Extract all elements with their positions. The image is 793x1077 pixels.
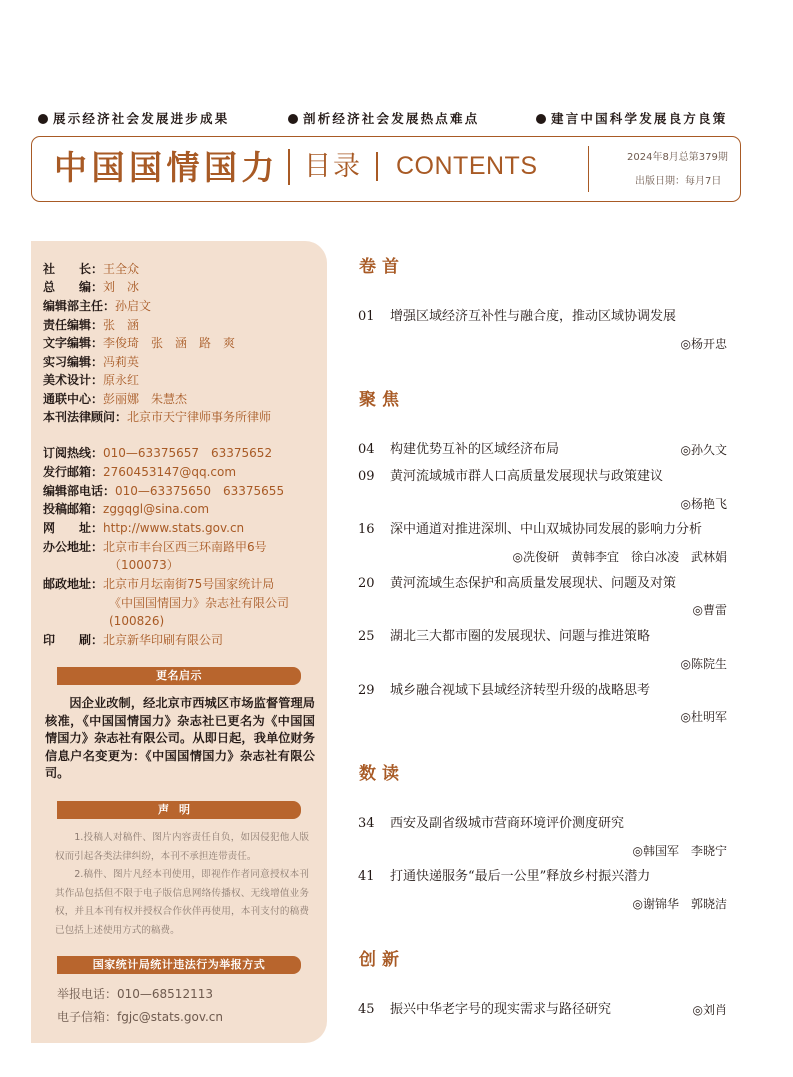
article-title-link[interactable]: 深中通道对推进深圳、中山双城协同发展的影响力分析 <box>390 522 703 537</box>
bullet-dot-icon <box>38 114 48 124</box>
masthead-row: 文字编辑：李俊琦 张 涵 路 爽 <box>43 336 236 350</box>
info-sidebar: 社 长：王全众 总 编：刘 冰 编辑部主任：孙启文 责任编辑：张 涵 文字编辑：李俊琦 张 涵 路 爽 实习编辑：冯莉英 美术设计：原永红 通联中心：彭丽娜 朱慧杰 本刊法律顾问：北京市天宁律师事务所律师 订阅热线：010—63375657 63375652 发行邮箱：2760453147@qq.com 编辑部电话：010—63375650 63375655 投稿邮箱：zggqgl@sina.com 网 址：http://www.stats.gov.cn 办公地址：北京市丰台区西三环南路甲6号 （100073） 邮政地址：北京市月坛南街75号国家统计局 《中国国情国力》杂志社有限公司 (100826) 印 刷：北京新华印刷有限公司 更名启示 因企业改制，经北京市西城区市场监督管理局核准，《中国国情国力》杂志社已更名为《中国国情国力》杂志社有限公司。从即日起，我单位财务信息户名变更为：《中国国情国力》杂志社有限公司。 声明 1.投稿人对稿件、图片内容责任自负，如因侵犯他人版权而引起各类法律纠纷，本刊不承担连带责任。 2.稿件、图片凡经本刊使用，即视作作者同意授权本刊其作品包括但不限于电子版信息网络传播权、无线增值业务权，并且本刊有权并授权合作伙伴再使用，本刊支付的稿费已包括上述使用方式的稿费。 国家统计局统计违法行为举报方式 举报电话：010—68512113 电子信箱：fgjc@stats.gov.cn <box>31 241 327 1043</box>
article-title-link[interactable]: 湖北三大都市圈的发展现状、问题与推进策略 <box>390 629 651 644</box>
slogan-bar <box>38 110 743 128</box>
article-author: ◎杨开忠 <box>680 337 727 351</box>
article-author: ◎杨艳飞 <box>680 497 727 511</box>
article-title-link[interactable]: 振兴中华老字号的现实需求与路径研究 <box>390 1002 612 1017</box>
article-title-link[interactable]: 城乡融合视域下县域经济转型升级的战略思考 <box>390 683 651 698</box>
bullet-dot-icon <box>288 114 298 124</box>
contents-title: CONTENTS <box>396 152 538 180</box>
issue-number: 2024年8月总第379期 <box>627 152 728 163</box>
website: 网 址：http://www.stats.gov.cn <box>43 521 245 535</box>
toc-title: 目录 <box>304 151 362 182</box>
article-page-number: 45 <box>358 1002 375 1017</box>
rename-notice-body: 因企业改制，经北京市西城区市场监督管理局核准，《中国国情国力》杂志社已更名为《中国国情国力》杂志社有限公司。从即日起，我单位财务信息户名变更为：《中国国情国力》杂志社有限公司。 <box>45 696 315 780</box>
masthead-header <box>31 136 741 202</box>
printer: 印 刷：北京新华印刷有限公司 <box>43 633 224 647</box>
masthead-row: 总 编：刘 冰 <box>43 280 140 294</box>
report-email: 电子信箱：fgjc@stats.gov.cn <box>57 1010 224 1024</box>
article-title-link[interactable]: 西安及副省级城市营商环境评价测度研究 <box>390 816 625 831</box>
section-title: 数读 <box>359 764 405 784</box>
subscribe-hotline: 订阅热线：010—63375657 63375652 <box>43 446 273 460</box>
section-title: 聚焦 <box>359 390 405 410</box>
article-title-link[interactable]: 构建优势互补的区域经济布局 <box>390 442 560 457</box>
masthead-row: 社 长：王全众 <box>43 262 140 276</box>
masthead-row: 通联中心：彭丽娜 朱慧杰 <box>43 392 188 406</box>
article-page-number: 29 <box>358 683 375 698</box>
article-author: ◎曹雷 <box>692 603 727 617</box>
masthead-row: 实习编辑：冯莉英 <box>43 355 140 369</box>
masthead-row: 责任编辑：张 涵 <box>43 318 140 332</box>
statement-paragraph: 1.投稿人对稿件、图片内容责任自负，如因侵犯他人版权而引起各类法律纠纷，本刊不承担连带责任。 <box>55 832 309 862</box>
article-page-number: 04 <box>358 442 375 457</box>
article-author: ◎陈院生 <box>680 657 727 671</box>
office-address: 办公地址：北京市丰台区西三环南路甲6号 <box>43 540 267 554</box>
article-author: ◎杜明军 <box>680 710 727 724</box>
article-page-number: 34 <box>358 816 375 831</box>
rename-notice-heading: 更名启示 <box>57 667 301 685</box>
article-title-link[interactable]: 黄河流域城市群人口高质量发展现状与政策建议 <box>390 469 664 484</box>
divider <box>376 152 378 181</box>
distribution-email: 发行邮箱：2760453147@qq.com <box>43 465 237 479</box>
publish-date: 出版日期：每月7日 <box>635 176 722 187</box>
article-page-number: 20 <box>358 576 375 591</box>
article-title-link[interactable]: 黄河流域生态保护和高质量发展现状、问题及对策 <box>390 576 677 591</box>
article-page-number: 41 <box>358 869 375 884</box>
statement-paragraph: 2.稿件、图片凡经本刊使用，即视作作者同意授权本刊其作品包括但不限于电子版信息网络传播权、无线增值业务权，并且本刊有权并授权合作伙伴再使用，本刊支付的稿费已包括上述使用方式的稿费。 <box>55 869 309 936</box>
article-author: ◎孙久文 <box>680 443 727 457</box>
statement-heading: 声明 <box>57 801 301 819</box>
section-title: 创新 <box>359 950 405 970</box>
masthead-row: 编辑部主任：孙启文 <box>43 299 152 313</box>
article-page-number: 25 <box>358 629 375 644</box>
article-page-number: 16 <box>358 522 375 537</box>
article-title-link[interactable]: 打通快递服务“最后一公里”释放乡村振兴潜力 <box>390 869 651 884</box>
article-author: ◎冼俊研 黄韩李宜 徐白冰凌 武林娟 <box>512 550 727 564</box>
article-page-number: 01 <box>358 309 375 324</box>
divider <box>588 146 589 192</box>
masthead-row: 本刊法律顾问：北京市天宁律师事务所律师 <box>43 410 272 424</box>
editorial-phone: 编辑部电话：010—63375650 63375655 <box>43 484 285 498</box>
article-author: ◎韩国军 李晓宁 <box>632 844 727 858</box>
masthead-row: 美术设计：原永红 <box>43 373 140 387</box>
report-phone: 举报电话：010—68512113 <box>57 987 213 1001</box>
slogan: 建言中国科学发展良方良策 <box>536 110 727 128</box>
divider <box>288 149 290 185</box>
section-title: 卷首 <box>359 257 405 277</box>
bullet-dot-icon <box>536 114 546 124</box>
article-page-number: 09 <box>358 469 375 484</box>
article-author: ◎刘肖 <box>692 1003 727 1017</box>
postal-address: 邮政地址：北京市月坛南街75号国家统计局 <box>43 577 275 591</box>
slogan: 展示经济社会发展进步成果 <box>38 110 229 128</box>
slogan: 剖析经济社会发展热点难点 <box>288 110 479 128</box>
article-author: ◎谢锦华 郭晓洁 <box>632 897 727 911</box>
report-heading: 国家统计局统计违法行为举报方式 <box>57 956 301 974</box>
magazine-logo: 中国国情国力 <box>54 148 279 187</box>
statement-body <box>55 829 309 940</box>
article-title-link[interactable]: 增强区域经济互补性与融合度，推动区域协调发展 <box>390 309 677 324</box>
submission-email: 投稿邮箱：zggqgl@sina.com <box>43 502 210 516</box>
